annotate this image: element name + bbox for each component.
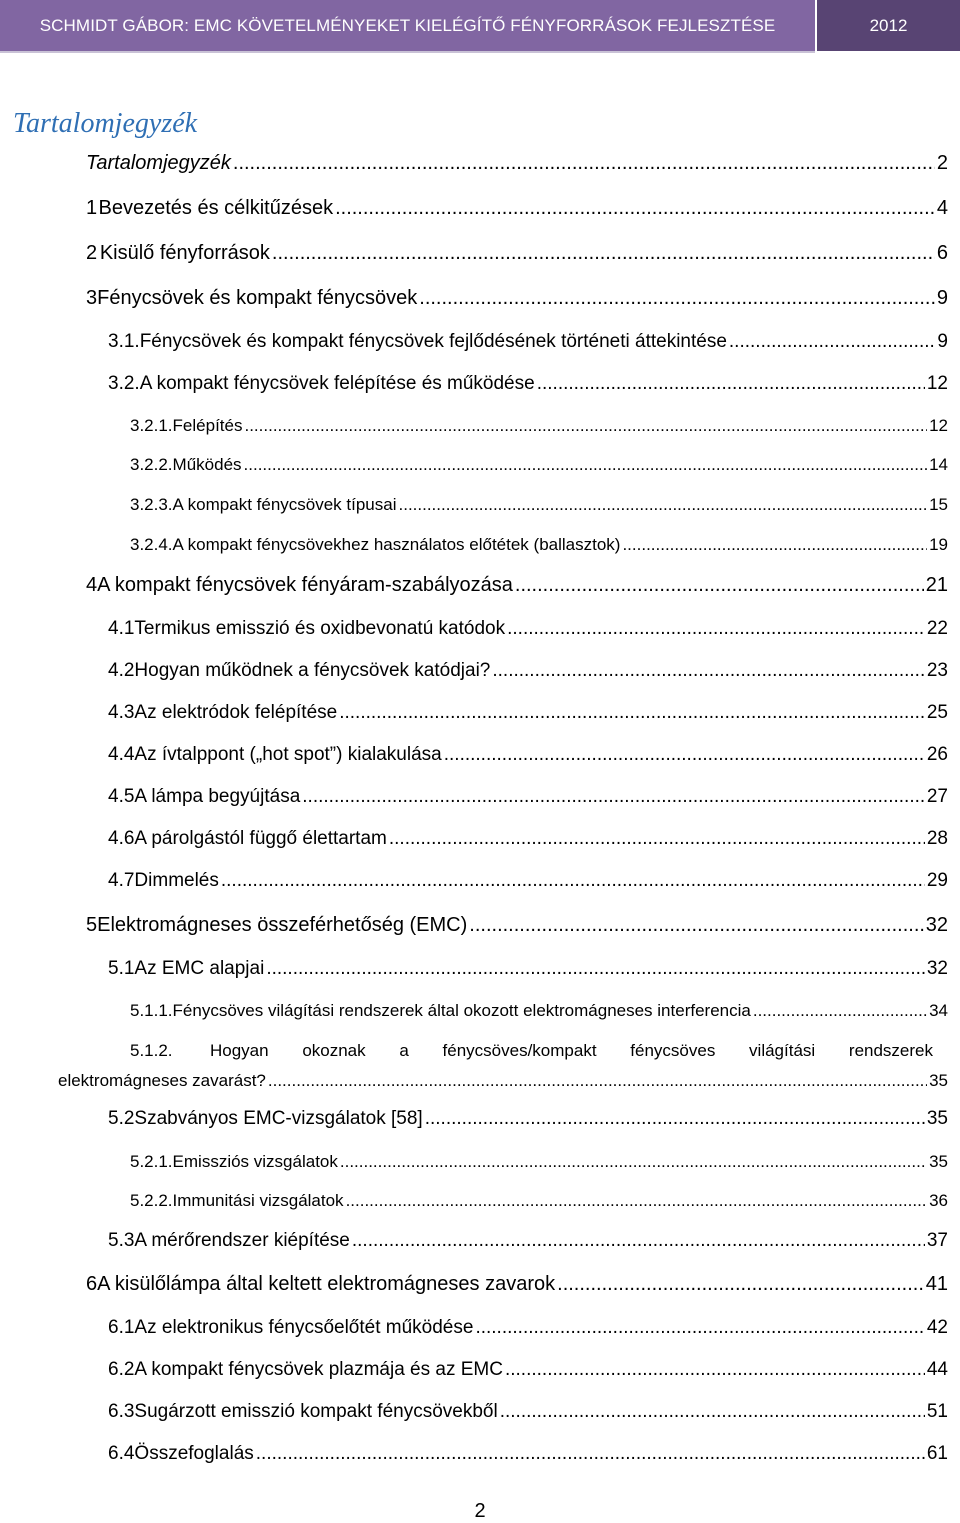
toc-entry[interactable]: [86, 914, 948, 937]
toc-entry-number: 5.1.1.: [130, 1001, 173, 1020]
toc-entry-number: 4.4: [108, 744, 135, 765]
header-title: SCHMIDT GÁBOR: EMC KÖVETELMÉNYEKET KIELÉGÍTŐ FÉNYFORRÁSOK FEJLESZTÉSE: [0, 0, 815, 51]
toc-entry-text: Tartalomjegyzék: [86, 152, 231, 174]
toc-entry-text: Működés: [172, 455, 242, 474]
toc-entry-page: 19: [929, 535, 948, 554]
toc-entry-page: 9: [937, 331, 948, 352]
toc-entry-text: elektromágneses zavarást?: [58, 1071, 266, 1090]
toc-entry[interactable]: [108, 618, 948, 640]
toc-entry-text: Szabványos EMC-vizsgálatok [58]: [134, 1108, 423, 1129]
toc-entry-text: Fénycsöves világítási rendszerek által okozott elektromágneses interferencia: [172, 1001, 751, 1020]
toc-entry[interactable]: [108, 1230, 948, 1252]
toc-leader: [389, 828, 925, 850]
toc-entry-page: 27: [926, 786, 948, 807]
toc-entry-text: Az elektronikus fénycsőelőtét működése: [134, 1317, 474, 1338]
toc-entry-number: 4.3: [108, 702, 135, 723]
toc-entry-page: 41: [925, 1273, 948, 1295]
toc-entry-page: 21: [925, 574, 948, 596]
toc-entry[interactable]: [86, 152, 948, 175]
toc-entry-page: 12: [926, 373, 948, 394]
toc-entry-text: A párolgástól függő élettartam: [134, 828, 387, 849]
toc-entry-page: 42: [926, 1317, 948, 1338]
toc-entry[interactable]: [130, 535, 948, 555]
toc-entry[interactable]: [108, 1401, 948, 1423]
toc-entry-number: 6.3: [108, 1401, 135, 1422]
toc-entry-text: Hogyan okoznak a fénycsöves/kompakt fénycsöves világítási rendszerek: [210, 1041, 933, 1060]
toc-entry-number: 3.2.4.: [130, 535, 173, 554]
toc-entry-number: 3.2.3.: [130, 495, 173, 514]
toc-leader: [244, 455, 928, 475]
toc-entry-number: 5.2: [108, 1108, 135, 1129]
toc-leader: [352, 1230, 925, 1252]
toc-entry[interactable]: [130, 1041, 948, 1061]
toc-entry-text: A kompakt fénycsövek típusai: [172, 495, 397, 514]
toc-entry-page: 9: [936, 287, 948, 309]
toc-entry-text: Elektromágneses összeférhetőség (EMC): [97, 914, 468, 936]
toc-entry-page: 22: [926, 618, 948, 639]
toc-entry-page: 23: [926, 660, 948, 681]
toc-entry[interactable]: [108, 1108, 948, 1130]
toc-entry-text: A kompakt fénycsövek felépítése és működése: [139, 373, 535, 394]
toc-entry-text: Az EMC alapjai: [134, 958, 265, 979]
toc-entry-number: 6.1: [108, 1317, 135, 1338]
toc-entry-number: 4.1: [108, 618, 135, 639]
toc-leader: [233, 152, 935, 175]
toc-entry-number: 3.1.: [108, 331, 140, 352]
toc-leader: [492, 660, 925, 682]
toc-leader: [469, 914, 923, 937]
toc-entry[interactable]: [86, 1273, 948, 1296]
toc-entry[interactable]: [108, 373, 948, 395]
toc-entry-page: 28: [926, 828, 948, 849]
toc-entry-number: 5.1.2.: [130, 1041, 173, 1060]
toc-leader: [272, 242, 935, 265]
header-year: 2012: [817, 0, 960, 51]
toc-entry[interactable]: [130, 416, 948, 436]
toc-entry-page: 6: [936, 242, 948, 264]
toc-entry-number: 4.6: [108, 828, 135, 849]
toc-entry-number: 5: [86, 914, 98, 936]
toc-leader: [444, 744, 925, 766]
toc-entry-text: Termikus emisszió és oxidbevonatú katódok: [134, 618, 506, 639]
toc-entry-text: A lámpa begyújtása: [134, 786, 301, 807]
toc-entry-page: 32: [925, 914, 948, 936]
toc-entry-text: Emissziós vizsgálatok: [172, 1152, 338, 1171]
toc-entry-number: 6.4: [108, 1443, 135, 1464]
toc-entry[interactable]: [86, 242, 948, 265]
toc-entry-text: Kisülő fényforrások: [99, 242, 270, 264]
toc-leader: [266, 958, 925, 980]
toc-entry[interactable]: [108, 1359, 948, 1381]
toc-entry-number: 3.2.: [108, 373, 140, 394]
toc-leader: [425, 1108, 925, 1130]
toc-entry-page: 44: [926, 1359, 948, 1380]
toc-leader: [221, 870, 925, 892]
toc-entry-number: 5.1: [108, 958, 135, 979]
toc-entry-page: 25: [926, 702, 948, 723]
toc-entry-text: A kisülőlámpa által keltett elektromágneses zavarok: [97, 1273, 556, 1295]
toc-entry-text: A kompakt fénycsövek plazmája és az EMC: [134, 1359, 503, 1380]
toc-entry-text: Bevezetés és célkitűzések: [98, 197, 334, 219]
toc-entry[interactable]: [108, 744, 948, 766]
toc-entry-text: Fénycsövek és kompakt fénycsövek fejlődésének történeti áttekintése: [139, 331, 727, 352]
toc-entry-number: 5.3: [108, 1230, 135, 1251]
toc-entry[interactable]: [130, 495, 948, 515]
toc-entry-number: 3.2.2.: [130, 455, 173, 474]
toc-entry-text: Hogyan működnek a fénycsövek katódjai?: [134, 660, 491, 681]
toc-entry-number: 4: [86, 574, 98, 596]
toc-entry-page: 12: [929, 416, 948, 435]
toc-leader: [729, 331, 936, 353]
toc-entry[interactable]: [130, 455, 948, 475]
toc-entry[interactable]: [86, 574, 948, 597]
toc-entry-number: 6: [86, 1273, 98, 1295]
toc-leader: [340, 1152, 927, 1172]
toc-entry-page: 14: [929, 455, 948, 474]
toc-leader: [505, 1359, 925, 1381]
toc-entry[interactable]: [130, 1191, 948, 1211]
toc-leader: [537, 373, 925, 395]
toc-entry-page: 15: [929, 495, 948, 514]
toc-entry-continuation[interactable]: [58, 1071, 948, 1091]
toc-leader: [346, 1191, 928, 1211]
toc-entry-page: 51: [926, 1401, 948, 1422]
toc-leader: [557, 1273, 924, 1296]
toc-entry-text: Az elektródok felépítése: [134, 702, 338, 723]
toc-leader: [419, 287, 935, 310]
toc-entry-number: 6.2: [108, 1359, 135, 1380]
toc-entry-page: 32: [926, 958, 948, 979]
toc-entry-page: 26: [926, 744, 948, 765]
toc-entry[interactable]: [108, 786, 948, 808]
toc-entry-number: 3: [86, 287, 98, 309]
toc-leader: [339, 702, 925, 724]
toc-entry-text: A mérőrendszer kiépítése: [134, 1230, 350, 1251]
toc-leader: [244, 416, 927, 436]
toc-entry-page: 61: [926, 1443, 948, 1464]
toc-entry-text: Sugárzott emisszió kompakt fénycsövekből: [134, 1401, 498, 1422]
toc-entry-number: 5.2.1.: [130, 1152, 173, 1171]
toc-entry-number: 5.2.2.: [130, 1191, 173, 1210]
toc-entry[interactable]: [86, 287, 948, 310]
toc-entry-text: A kompakt fénycsövekhez használatos előtétek (ballasztok): [172, 535, 621, 554]
toc-entry-text: Dimmelés: [134, 870, 219, 891]
toc-entry-text: Fénycsövek és kompakt fénycsövek: [97, 287, 418, 309]
toc-entry-number: 2: [86, 242, 98, 264]
toc-leader: [500, 1401, 925, 1423]
toc-leader: [753, 1001, 927, 1021]
toc-leader: [256, 1443, 925, 1465]
toc-entry-number: 4.7: [108, 870, 135, 891]
toc-entry-page: 36: [929, 1191, 948, 1210]
toc-entry-number: 3.2.1.: [130, 416, 173, 435]
toc-leader: [302, 786, 925, 808]
toc-entry[interactable]: [108, 958, 948, 980]
toc-entry[interactable]: [130, 1152, 948, 1172]
toc-entry[interactable]: [108, 1443, 948, 1465]
toc-entry[interactable]: [130, 1001, 948, 1021]
toc-entry[interactable]: [108, 1317, 948, 1339]
toc-leader: [475, 1317, 924, 1339]
toc-entry[interactable]: [108, 870, 948, 892]
toc-entry-page: 34: [929, 1001, 948, 1020]
toc-entry-text: Összefoglalás: [134, 1443, 254, 1464]
toc-entry[interactable]: [108, 702, 948, 724]
toc-leader: [268, 1071, 927, 1091]
toc-leader: [515, 574, 924, 597]
toc-entry[interactable]: [108, 660, 948, 682]
toc-entry-page: 35: [929, 1071, 948, 1090]
toc-entry-page: 37: [926, 1230, 948, 1251]
toc-entry[interactable]: [108, 828, 948, 850]
page-number: 2: [474, 1500, 486, 1522]
toc-leader: [507, 618, 925, 640]
toc-entry-page: 29: [926, 870, 948, 891]
toc-entry[interactable]: [86, 197, 948, 220]
toc-entry[interactable]: [108, 331, 948, 353]
toc-entry-number: 4.2: [108, 660, 135, 681]
toc-entry-text: A kompakt fénycsövek fényáram-szabályozása: [97, 574, 513, 596]
toc-entry-text: Az ívtalppont („hot spot”) kialakulása: [134, 744, 442, 765]
toc-entry-number: 1: [86, 197, 98, 219]
toc-leader: [399, 495, 928, 515]
toc-entry-page: 2: [936, 152, 948, 174]
toc-entry-page: 4: [936, 197, 948, 219]
toc-leader: [622, 535, 927, 555]
toc-entry-page: 35: [929, 1152, 948, 1171]
toc-entry-number: 4.5: [108, 786, 135, 807]
toc-entry-text: Felépítés: [172, 416, 243, 435]
toc-entry-text: Immunitási vizsgálatok: [172, 1191, 344, 1210]
toc-leader: [335, 197, 935, 220]
toc-entry-page: 35: [926, 1108, 948, 1129]
toc-heading: Tartalomjegyzék: [13, 108, 198, 139]
